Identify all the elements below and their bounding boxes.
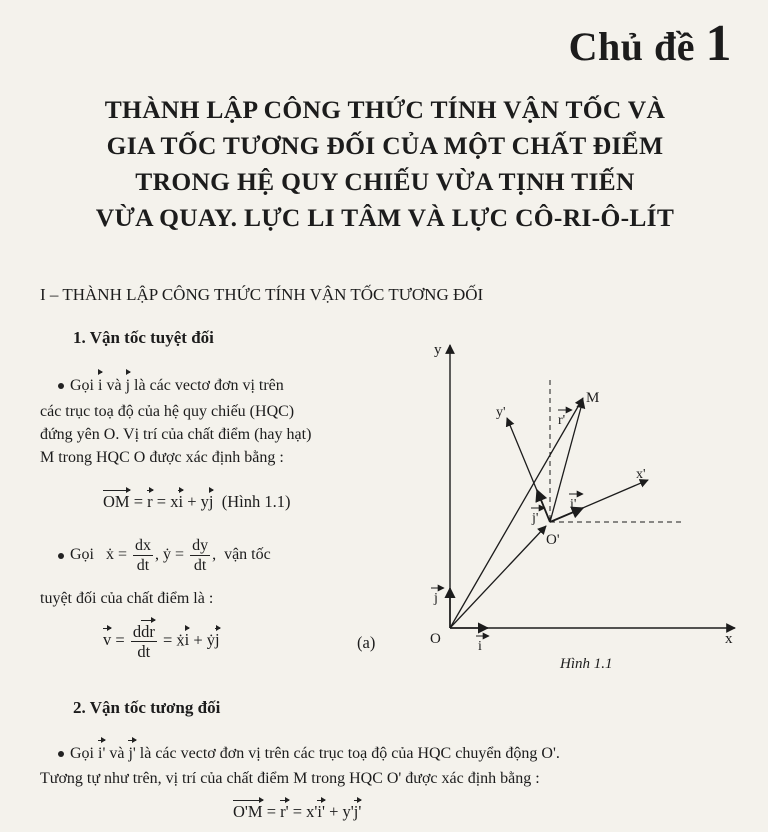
- title-line: THÀNH LẬP CÔNG THỨC TÍNH VẬN TỐC VÀ: [104, 95, 666, 124]
- label-m: M: [586, 390, 600, 406]
- title-line: GIA TỐC TƯƠNG ĐỐI CỦA MỘT CHẤT ĐIỂM: [106, 131, 664, 160]
- vector-om: [450, 398, 583, 628]
- vector-i-prime: i': [98, 742, 105, 765]
- xdot: ẋ: [106, 546, 114, 564]
- vector-j: j: [208, 492, 214, 511]
- numerator: ddr: [132, 622, 155, 641]
- vector-j-prime: j': [128, 742, 135, 765]
- label-i: i: [478, 639, 482, 654]
- label-o: O: [430, 631, 441, 647]
- text: và: [106, 377, 122, 394]
- denominator: dt: [136, 557, 150, 574]
- denominator: dt: [137, 642, 151, 661]
- fraction-dy-dt: [190, 536, 210, 575]
- title-line: TRONG HỆ QUY CHIẾU VỪA TỊNH TIẾN: [135, 167, 635, 196]
- coord-x: x: [170, 492, 179, 511]
- vector-i-prime: i': [317, 802, 325, 821]
- label-i-prime: i': [570, 497, 577, 512]
- equation-om: OM = r = xi + yj (Hình 1.1): [103, 492, 291, 511]
- bullet-icon: [58, 553, 64, 559]
- text-line: Tương tự như trên, vị trí của chất điểm M trong HQC O' được xác định bằng :: [40, 770, 540, 787]
- vector-j: j: [126, 374, 130, 397]
- plus: +: [329, 802, 339, 821]
- chapter-number: 1: [705, 15, 732, 72]
- paragraph-1-cont: [40, 400, 420, 469]
- text: vận tốc: [224, 546, 271, 564]
- equation-v: v = $\frac{\text{ddr}}{dt}$ = ẋi + ẏj: [103, 622, 220, 661]
- text-line: các trục toạ độ của hệ quy chiếu (HQC): [40, 403, 295, 420]
- vector-om: OM: [103, 492, 130, 511]
- vector-r-prime: [550, 400, 583, 522]
- coord-x-prime: x': [306, 802, 318, 821]
- vector-j-prime: j': [353, 802, 362, 821]
- equation-label-a: (a): [357, 633, 376, 652]
- coord-y-prime: y': [342, 802, 354, 821]
- vector-r-prime: r': [280, 802, 289, 821]
- label-y: y: [434, 342, 442, 358]
- figure-ref: (Hình 1.1): [221, 492, 291, 511]
- plus: +: [187, 492, 197, 511]
- label-o-prime: O': [546, 532, 560, 548]
- paragraph-2: Gọi ẋ = $\frac{dx}{dt}$ , ẏ = $\frac{dy}{dt}$ , vận tốc: [58, 536, 418, 575]
- vector-i: i: [184, 630, 190, 650]
- coord-y: y: [200, 492, 209, 511]
- chapter-word: Chủ đề: [568, 24, 695, 69]
- unit-j-prime: [537, 490, 550, 522]
- unit-i-prime: [550, 508, 583, 522]
- text: là các vectơ đơn vị trên: [134, 377, 284, 394]
- vector-r: r: [147, 492, 153, 511]
- xdot: ẋ: [176, 630, 185, 650]
- paragraph-1: [58, 374, 418, 397]
- paragraph-3: [58, 742, 758, 765]
- vector-j: j: [215, 630, 220, 650]
- label-j: j: [434, 591, 438, 606]
- chapter-label: [569, 14, 732, 73]
- ydot: ẏ: [163, 546, 172, 564]
- text: là các vectơ đơn vị trên các trục toạ độ của HQC chuyển động O'.: [139, 745, 560, 762]
- label-j-prime: j': [532, 511, 539, 526]
- title-line: VỪA QUAY. LỰC LI TÂM VÀ LỰC CÔ-RI-Ô-LÍT: [95, 203, 675, 232]
- ydot: ẏ: [206, 630, 216, 650]
- numerator: dy: [192, 537, 209, 554]
- bullet-icon: [58, 751, 64, 757]
- text: Gọi: [70, 745, 94, 762]
- vector-i: i: [178, 492, 184, 511]
- figure-1-1: [400, 330, 768, 690]
- label-r-prime: r': [558, 413, 566, 428]
- subsection-heading-1: 1. Vận tốc tuyệt đối: [73, 328, 214, 347]
- label-x-prime: x': [636, 467, 646, 482]
- vector-o-prime-m: O'M: [233, 802, 263, 821]
- vector-v: v: [103, 630, 112, 650]
- text-line: đứng yên O. Vị trí của chất điểm (hay hạt): [40, 426, 312, 443]
- text-line: M trong HQC O được xác định bằng :: [40, 449, 284, 466]
- fraction-dx-dt: [133, 536, 153, 575]
- equation-o-prime-m: O'M = r' = x'i' + y'j': [233, 802, 362, 821]
- text: và: [109, 745, 125, 762]
- label-y-prime: y': [496, 405, 506, 420]
- section-heading: I – THÀNH LẬP CÔNG THỨC TÍNH VẬN TỐC TƯƠNG ĐỐI: [40, 285, 484, 304]
- text-line: tuyệt đối của chất điểm là :: [40, 590, 214, 607]
- chapter-title: [40, 92, 730, 236]
- vector-oo-prime: [450, 526, 546, 628]
- text: Gọi: [70, 377, 94, 394]
- vector-i: i: [98, 374, 102, 397]
- figure-caption: Hình 1.1: [560, 656, 613, 672]
- text: Gọi: [70, 546, 94, 564]
- label-x: x: [725, 631, 733, 647]
- bullet-icon: [58, 383, 64, 389]
- subsection-heading-2: 2. Vận tốc tương đối: [73, 698, 221, 717]
- vector-r: dr: [141, 622, 155, 641]
- denominator: dt: [193, 557, 207, 574]
- numerator: dx: [135, 537, 152, 554]
- fraction-dr-dt: [131, 622, 157, 661]
